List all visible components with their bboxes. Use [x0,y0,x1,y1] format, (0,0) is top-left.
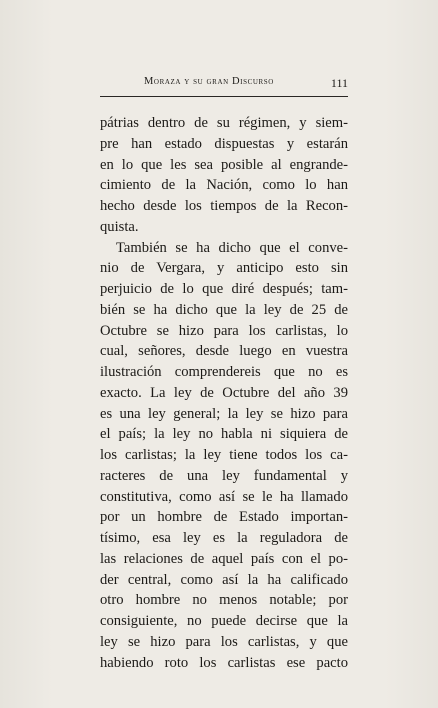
running-head: Moraza y su gran Discurso [144,76,274,87]
body-text [100,113,348,673]
text-line: exacto. La ley de Octubre del año 39 [100,384,348,401]
header-rule [100,96,348,97]
text-line: en lo que les sea posible al engrande- [100,156,348,173]
text-line: los carlistas; la ley tiene todos los ca- [100,447,348,463]
text-line: ley se hizo para los carlistas, y que [100,633,348,650]
text-line: el país; la ley no habla ni siquiera de [100,426,348,443]
text-line: pre han estado dispuestas y estarán [100,135,348,152]
text-line: las relaciones de aquel país con el po- [100,550,348,567]
text-line: perjuicio de lo que diré después; tam- [100,281,348,297]
text-line: racteres de una ley fundamental y [100,467,348,484]
text-line: por un hombre de Estado importan- [100,509,348,526]
text-line: cual, señores, desde luego en vuestra [100,343,348,360]
text-line: tísimo, esa ley es la reguladora de [100,530,348,546]
text-line: quista. [100,218,139,235]
text-line: bién se ha dicho que la ley de 25 de [100,301,348,318]
text-line: cimiento de la Nación, como lo han [100,177,348,194]
text-line: constitutiva, como así se le ha llamado [100,488,348,505]
text-line: hecho desde los tiempos de la Recon- [100,198,348,214]
page-header [100,76,348,92]
text-line: ilustración comprendereis que no es [100,364,348,380]
text-line: habiendo roto los carlistas ese pacto [100,654,348,671]
text-line: otro hombre no menos notable; por [100,592,348,609]
page-number: 111 [330,76,348,90]
text-line: Octubre se hizo para los carlistas, lo [100,322,348,339]
text-line: es una ley general; la ley se hizo para [100,405,348,422]
text-line: der central, como así la ha calificado [100,571,348,588]
text-line: consiguiente, no puede decirse que la [100,613,348,629]
text-line: pátrias dentro de su régimen, y siem- [100,115,348,131]
text-line: nio de Vergara, y anticipo esto sin [100,260,348,277]
text-line: También se ha dicho que el conve- [116,239,348,256]
